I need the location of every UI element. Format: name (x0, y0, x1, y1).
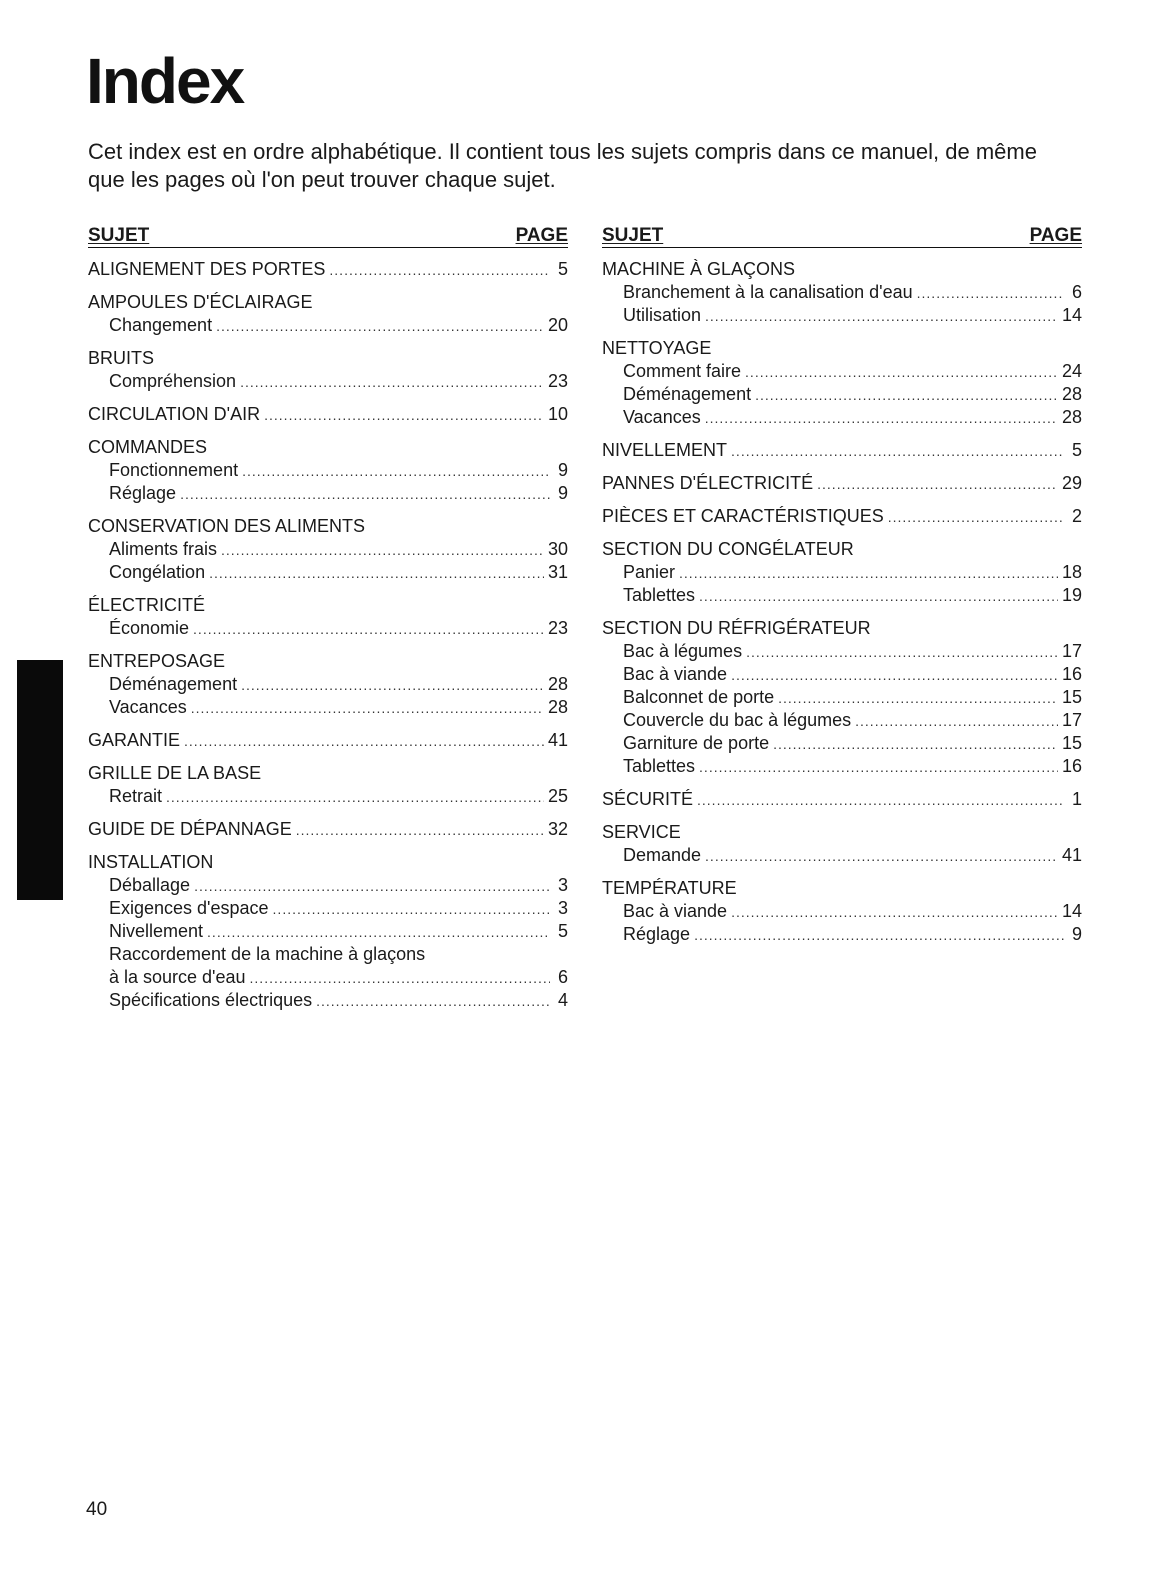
index-entry (88, 347, 568, 393)
dot-leader (699, 756, 1058, 779)
index-subtopic-label: Nivellement (109, 921, 204, 941)
index-topic-page: 5 (1071, 440, 1082, 460)
index-subtopic (602, 584, 1082, 607)
index-subtopic (88, 696, 568, 719)
index-topic-label: TEMPÉRATURE (602, 878, 737, 898)
index-entry (602, 258, 1082, 327)
index-subtopic-page: 16 (1061, 756, 1082, 776)
dot-leader (705, 305, 1058, 328)
index-subtopic-page: 28 (547, 697, 568, 717)
index-entry (602, 617, 1082, 778)
index-subtopic-page: 6 (557, 967, 568, 987)
index-topic-page: 10 (547, 404, 568, 424)
dot-leader (773, 733, 1058, 756)
index-subtopic (602, 709, 1082, 732)
index-subtopic (88, 617, 568, 640)
index-entries (602, 258, 1082, 946)
index-subtopic-page: 9 (557, 460, 568, 480)
index-subtopic-label: Réglage (109, 483, 177, 503)
index-subtopic (88, 561, 568, 584)
index-entry (88, 291, 568, 337)
index-subtopic (88, 874, 568, 897)
index-subtopic-page: 20 (547, 315, 568, 335)
dot-leader (731, 440, 1064, 463)
index-subtopic-page: 28 (1061, 407, 1082, 427)
dot-leader (745, 361, 1058, 384)
index-entry (602, 877, 1082, 946)
index-topic (602, 877, 1082, 900)
index-subtopic-page: 9 (557, 483, 568, 503)
index-topic-label: BRUITS (88, 348, 155, 368)
index-topic (602, 505, 1082, 528)
index-topic (602, 472, 1082, 495)
index-subtopic-label: Comment faire (623, 361, 742, 381)
index-subtopic-label: Balconnet de porte (623, 687, 775, 707)
index-subtopic (602, 732, 1082, 755)
dot-leader (694, 924, 1064, 947)
index-subtopic-page: 6 (1071, 282, 1082, 302)
index-subtopic (88, 943, 568, 966)
subject-header: SUJET (88, 225, 150, 246)
index-topic (88, 436, 568, 459)
page-header: PAGE (1029, 225, 1082, 246)
index-topic (602, 258, 1082, 281)
index-topic (88, 729, 568, 752)
index-subtopic-page: 14 (1061, 901, 1082, 921)
dot-leader (329, 259, 550, 282)
subject-header: SUJET (602, 225, 664, 246)
dot-leader (888, 506, 1064, 529)
dot-leader (917, 282, 1064, 305)
dot-leader (699, 585, 1058, 608)
index-entry (602, 821, 1082, 867)
column-header (602, 222, 1082, 248)
index-subtopic-label: Tablettes (623, 585, 696, 605)
index-subtopic-page: 15 (1061, 687, 1082, 707)
index-topic-label: SERVICE (602, 822, 681, 842)
section-tab-marker (17, 660, 63, 900)
index-topic-label: NIVELLEMENT (602, 440, 728, 460)
index-subtopic-label: Vacances (109, 697, 187, 717)
index-entries (88, 258, 568, 1012)
index-subtopic (88, 314, 568, 337)
index-subtopic-label: Compréhension (109, 371, 237, 391)
dot-leader (242, 460, 550, 483)
index-topic-page: 1 (1071, 789, 1082, 809)
index-subtopic-label: Aliments frais (109, 539, 218, 559)
index-topic (602, 788, 1082, 811)
index-topic (602, 439, 1082, 462)
index-topic-label: CIRCULATION D'AIR (88, 404, 261, 424)
index-topic (88, 515, 568, 538)
page-number: 40 (86, 1499, 108, 1520)
index-subtopic-label: Vacances (623, 407, 701, 427)
dot-leader (697, 789, 1064, 812)
index-subtopic-page: 16 (1061, 664, 1082, 684)
dot-leader (316, 990, 550, 1013)
index-subtopic-page: 28 (1061, 384, 1082, 404)
dot-leader (264, 404, 544, 427)
index-topic-label: SECTION DU RÉFRIGÉRATEUR (602, 618, 871, 638)
index-subtopic (602, 923, 1082, 946)
index-topic-label: SÉCURITÉ (602, 789, 694, 809)
index-subtopic-page: 3 (557, 875, 568, 895)
dot-leader (273, 898, 550, 921)
index-topic (88, 258, 568, 281)
dot-leader (679, 562, 1058, 585)
index-subtopic (602, 360, 1082, 383)
index-subtopic (88, 966, 568, 989)
page-title: Index (86, 45, 244, 117)
index-subtopic (602, 663, 1082, 686)
index-subtopic-label: à la source d'eau (109, 967, 246, 987)
index-topic-label: COMMANDES (88, 437, 208, 457)
index-subtopic-page: 24 (1061, 361, 1082, 381)
dot-leader (184, 730, 544, 753)
index-subtopic (88, 370, 568, 393)
index-subtopic (88, 482, 568, 505)
index-subtopic-label: Fonctionnement (109, 460, 239, 480)
index-subtopic-page: 17 (1061, 641, 1082, 661)
index-subtopic-page: 31 (547, 562, 568, 582)
index-entry (88, 594, 568, 640)
index-column-right (602, 222, 1082, 956)
dot-leader (207, 921, 550, 944)
dot-leader (731, 901, 1058, 924)
index-subtopic (602, 561, 1082, 584)
index-entry (88, 729, 568, 752)
dot-leader (191, 697, 544, 720)
index-topic (88, 818, 568, 841)
index-subtopic-label: Réglage (623, 924, 691, 944)
index-topic (88, 291, 568, 314)
index-subtopic (88, 920, 568, 943)
index-subtopic-label: Retrait (109, 786, 163, 806)
index-topic (602, 617, 1082, 640)
index-subtopic-page: 30 (547, 539, 568, 559)
index-topic-label: GARANTIE (88, 730, 181, 750)
dot-leader (705, 407, 1058, 430)
index-subtopic (88, 538, 568, 561)
index-topic-page: 41 (547, 730, 568, 750)
index-subtopic-label: Exigences d'espace (109, 898, 269, 918)
index-entry (88, 436, 568, 505)
index-topic (88, 403, 568, 426)
index-entry (602, 472, 1082, 495)
index-subtopic (602, 383, 1082, 406)
index-entry (88, 403, 568, 426)
index-subtopic-label: Raccordement de la machine à glaçons (109, 944, 426, 964)
index-subtopic-label: Utilisation (623, 305, 702, 325)
index-topic-page: 5 (557, 259, 568, 279)
index-subtopic-label: Déballage (109, 875, 191, 895)
index-topic-label: ENTREPOSAGE (88, 651, 226, 671)
index-topic-page: 2 (1071, 506, 1082, 526)
intro-paragraph: Cet index est en ordre alphabétique. Il contient tous les sujets compris dans ce manuel, de même que les pages où l'on peut trouver chaque sujet. (88, 139, 1037, 192)
index-subtopic (88, 673, 568, 696)
index-subtopic-page: 25 (547, 786, 568, 806)
index-topic-label: PANNES D'ÉLECTRICITÉ (602, 473, 814, 493)
index-subtopic-label: Économie (109, 618, 190, 638)
index-topic-label: ALIGNEMENT DES PORTES (88, 259, 326, 279)
index-subtopic (602, 755, 1082, 778)
index-entry (88, 762, 568, 808)
index-entry (88, 650, 568, 719)
dot-leader (221, 539, 544, 562)
page-header: PAGE (515, 225, 568, 246)
dot-leader (746, 641, 1058, 664)
index-entry (88, 515, 568, 584)
index-topic-page: 32 (547, 819, 568, 839)
index-topic-label: SECTION DU CONGÉLATEUR (602, 539, 854, 559)
index-subtopic (88, 897, 568, 920)
index-topic (602, 821, 1082, 844)
dot-leader (250, 967, 550, 990)
index-subtopic-label: Tablettes (623, 756, 696, 776)
index-entry (602, 337, 1082, 429)
index-topic-label: INSTALLATION (88, 852, 214, 872)
index-entry (602, 538, 1082, 607)
index-subtopic (602, 640, 1082, 663)
dot-leader (193, 618, 544, 641)
index-topic-page: 29 (1061, 473, 1082, 493)
index-topic-label: PIÈCES ET CARACTÉRISTIQUES (602, 506, 884, 526)
index-subtopic-page: 41 (1061, 845, 1082, 865)
index-subtopic-page: 4 (557, 990, 568, 1010)
index-subtopic (602, 406, 1082, 429)
index-subtopic-label: Branchement à la canalisation d'eau (623, 282, 913, 302)
dot-leader (180, 483, 550, 506)
index-subtopic-page: 19 (1061, 585, 1082, 605)
index-entry (602, 505, 1082, 528)
index-subtopic-label: Spécifications électriques (109, 990, 313, 1010)
index-topic-label: AMPOULES D'ÉCLAIRAGE (88, 292, 313, 312)
index-entry (88, 258, 568, 281)
index-topic (602, 337, 1082, 360)
dot-leader (166, 786, 544, 809)
index-topic (88, 762, 568, 785)
index-subtopic-page: 28 (547, 674, 568, 694)
dot-leader (216, 315, 544, 338)
index-topic (88, 650, 568, 673)
index-subtopic-label: Congélation (109, 562, 206, 582)
column-header (88, 222, 568, 248)
index-subtopic-page: 9 (1071, 924, 1082, 944)
dot-leader (817, 473, 1058, 496)
index-subtopic-label: Garniture de porte (623, 733, 770, 753)
index-column-left (88, 222, 568, 1022)
dot-leader (855, 710, 1058, 733)
dot-leader (731, 664, 1058, 687)
index-subtopic (602, 281, 1082, 304)
index-subtopic-label: Changement (109, 315, 213, 335)
index-subtopic-label: Bac à légumes (623, 641, 743, 661)
dot-leader (209, 562, 544, 585)
index-subtopic-page: 18 (1061, 562, 1082, 582)
index-subtopic-label: Bac à viande (623, 901, 728, 921)
index-topic (88, 347, 568, 370)
dot-leader (194, 875, 550, 898)
index-subtopic (88, 459, 568, 482)
index-topic-label: MACHINE À GLAÇONS (602, 259, 796, 279)
index-subtopic (602, 686, 1082, 709)
index-topic (602, 538, 1082, 561)
index-subtopic-page: 15 (1061, 733, 1082, 753)
index-subtopic-label: Bac à viande (623, 664, 728, 684)
dot-leader (241, 674, 544, 697)
index-subtopic-page: 3 (557, 898, 568, 918)
index-topic (88, 851, 568, 874)
index-topic-label: GRILLE DE LA BASE (88, 763, 262, 783)
dot-leader (240, 371, 544, 394)
index-subtopic (602, 844, 1082, 867)
index-topic-label: CONSERVATION DES ALIMENTS (88, 516, 366, 536)
index-subtopic (88, 785, 568, 808)
index-entry (88, 851, 568, 1012)
index-entry (602, 788, 1082, 811)
index-entry (88, 818, 568, 841)
dot-leader (296, 819, 544, 842)
index-subtopic-label: Déménagement (623, 384, 752, 404)
index-topic-label: ÉLECTRICITÉ (88, 595, 206, 615)
index-entry (602, 439, 1082, 462)
index-subtopic (602, 900, 1082, 923)
index-topic (88, 594, 568, 617)
index-subtopic-label: Panier (623, 562, 676, 582)
index-subtopic-page: 17 (1061, 710, 1082, 730)
index-subtopic-label: Déménagement (109, 674, 238, 694)
dot-leader (755, 384, 1058, 407)
dot-leader (778, 687, 1058, 710)
index-subtopic-page: 14 (1061, 305, 1082, 325)
index-subtopic (602, 304, 1082, 327)
index-subtopic-page: 23 (547, 618, 568, 638)
index-subtopic-page: 23 (547, 371, 568, 391)
index-subtopic (88, 989, 568, 1012)
index-subtopic-label: Couvercle du bac à légumes (623, 710, 852, 730)
index-subtopic-page: 5 (557, 921, 568, 941)
index-topic-label: NETTOYAGE (602, 338, 712, 358)
index-subtopic-label: Demande (623, 845, 702, 865)
index-topic-label: GUIDE DE DÉPANNAGE (88, 819, 292, 839)
dot-leader (705, 845, 1058, 868)
